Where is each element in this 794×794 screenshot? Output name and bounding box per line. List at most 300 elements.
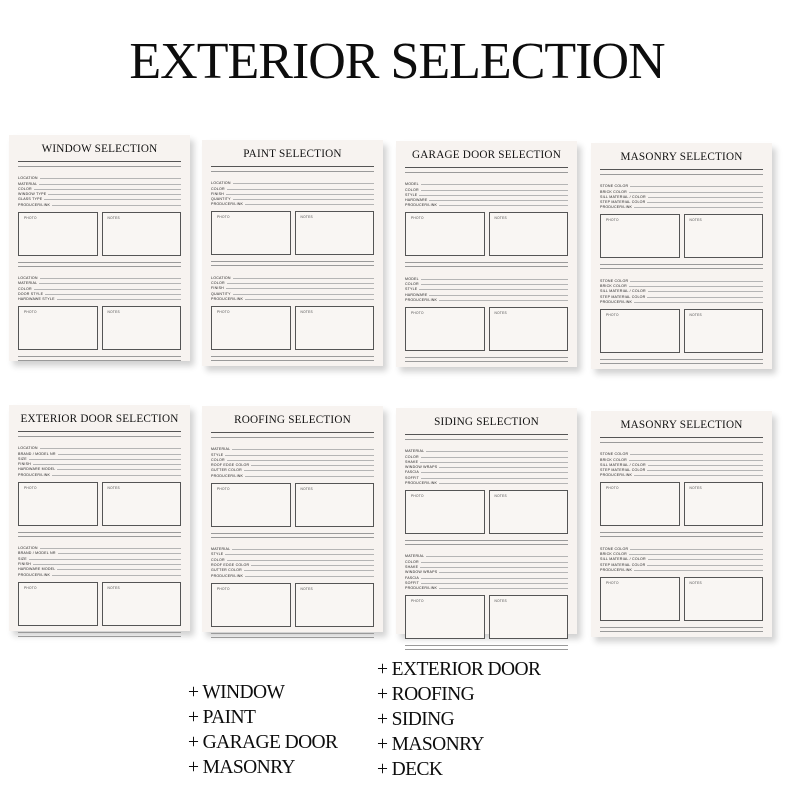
field-label: PRODUCER/LINK [211,573,244,578]
notes-box[interactable] [102,582,182,626]
form-field[interactable] [600,299,763,304]
field-label: STEP MATERIAL COLOR [600,468,646,473]
field-section [211,180,374,206]
field-line [630,549,763,550]
photo-box[interactable] [211,483,291,527]
list-item: + GARAGE DOOR [188,732,338,753]
field-line [34,189,181,190]
field-label: FINISH [211,286,224,291]
field-section [211,446,374,478]
field-label: MATERIAL [211,547,231,552]
field-line [420,567,568,568]
field-label: COLOR [18,186,32,191]
masonry-selection-sheet [591,143,772,369]
photo-box[interactable] [18,582,98,626]
photo-notes-boxes [600,309,763,353]
photo-notes-boxes [211,211,374,255]
field-label: QUANTITY [211,197,231,202]
field-line [634,302,763,303]
field-section [405,448,568,485]
field-line [233,199,374,200]
field-line [630,186,763,187]
field-label: PRODUCER/LINK [405,297,438,302]
field-label: COLOR [405,282,419,287]
field-label: HARDWARE MODEL [18,467,56,472]
field-label: FINISH [211,191,224,196]
bottom-rules [211,356,374,361]
sheet-title: MASONRY SELECTION [620,419,743,431]
notes-label: NOTES [689,580,702,585]
field-label: FASCIA [405,470,419,475]
field-line [58,454,181,455]
field-label: LOCATION [18,176,38,181]
field-line [439,205,568,206]
sheet-title: ROOFING SELECTION [234,414,351,426]
photo-box[interactable] [600,214,680,258]
field-label: LOCATION [18,546,38,551]
section-divider [211,533,374,538]
field-line [419,289,568,290]
sheet-title: SIDING SELECTION [434,416,539,428]
field-label: GUTTER COLOR [211,568,242,573]
field-label: PRODUCER/LINK [18,202,51,207]
title-rules [211,432,374,438]
feature-list-left [188,680,337,780]
field-line [421,562,568,563]
field-line [647,297,763,298]
field-label: COLOR [211,557,225,562]
field-label: BRICK COLOR [600,457,627,462]
field-label: FASCIA [405,575,419,580]
form-field[interactable] [18,471,181,476]
sheet-title: EXTERIOR DOOR SELECTION [20,413,179,425]
photo-box[interactable] [18,306,98,350]
field-line [648,291,763,292]
field-line [227,560,374,561]
bottom-rules [18,632,181,637]
photo-notes-boxes [211,583,374,627]
field-line [29,559,181,560]
field-label: BRICK COLOR [600,189,627,194]
field-label: STYLE [405,287,418,292]
paint-selection-sheet [202,140,383,366]
form-field[interactable] [600,204,763,209]
field-label: SILL MATERIAL / COLOR [600,557,646,562]
field-line [421,279,568,280]
field-line [634,570,763,571]
title-rules [18,161,181,167]
field-line [233,183,374,184]
field-label: LOCATION [211,181,231,186]
section-divider [211,261,374,266]
field-line [439,300,568,301]
photo-notes-boxes [405,212,568,256]
field-label: GUTTER COLOR [211,468,242,473]
photo-label: PHOTO [411,310,424,315]
field-line [58,553,181,554]
form-field[interactable] [211,201,374,206]
field-label: MATERIAL [405,449,425,454]
field-line [439,588,568,589]
window-selection-sheet [9,135,190,361]
title-rules [405,434,568,440]
field-line [245,476,374,477]
field-line [429,200,568,201]
photo-box[interactable] [405,595,485,639]
form-field[interactable] [18,201,181,206]
notes-box[interactable] [489,212,569,256]
photo-notes-boxes [211,483,374,527]
photo-box[interactable] [600,482,680,526]
page-title: EXTERIOR SELECTION [129,33,665,90]
photo-box[interactable] [405,307,485,351]
field-line [420,462,568,463]
field-line [39,184,181,185]
field-section [18,545,181,577]
field-line [421,583,568,584]
section-divider [600,264,763,269]
photo-label: PHOTO [24,485,37,490]
field-label: FINISH [18,462,31,467]
field-label: STONE COLOR [600,184,629,189]
field-label: BRICK COLOR [600,284,627,289]
field-label: PRODUCER/LINK [405,203,438,208]
field-line [421,457,568,458]
field-label: STONE COLOR [600,452,629,457]
field-label: SILL MATERIAL / COLOR [600,462,646,467]
field-label: STYLE [405,192,418,197]
notes-label: NOTES [107,585,120,590]
field-label: SOFFIT [405,475,419,480]
field-line [57,299,181,300]
field-line [39,283,181,284]
field-label: PRODUCER/LINK [211,473,244,478]
field-label: BRAND / MODEL NR [18,451,56,456]
field-label: LOCATION [18,446,38,451]
photo-label: PHOTO [217,586,230,591]
photo-box[interactable] [211,583,291,627]
field-line [40,448,181,449]
field-label: COLOR [211,457,225,462]
field-line [629,192,763,193]
form-field[interactable] [211,296,374,301]
field-line [421,578,568,579]
field-label: WINDOW WRAPS [405,570,438,575]
bottom-rules [211,633,374,638]
notes-label: NOTES [300,586,313,591]
notes-box[interactable] [295,483,375,527]
notes-label: NOTES [107,215,120,220]
field-label: MATERIAL [211,447,231,452]
notes-label: NOTES [300,215,313,220]
title-rules [405,167,568,173]
field-label: STEP MATERIAL COLOR [600,200,646,205]
field-label: PRODUCER/LINK [18,572,51,577]
photo-box[interactable] [600,577,680,621]
photo-notes-boxes [18,482,181,526]
section-divider [600,532,763,537]
photo-box[interactable] [18,482,98,526]
notes-box[interactable] [489,595,569,639]
photo-notes-boxes [600,214,763,258]
field-line [648,197,763,198]
field-line [429,295,568,296]
field-line [647,565,763,566]
field-line [245,299,374,300]
form-field[interactable] [405,585,568,590]
field-label: PRODUCER/LINK [600,299,633,304]
field-line [634,207,763,208]
notes-label: NOTES [494,494,507,499]
field-label: SILL MATERIAL / COLOR [600,289,646,294]
field-line [34,289,181,290]
notes-label: NOTES [107,310,120,315]
photo-notes-boxes [18,212,181,256]
field-label: PRODUCER/LINK [600,473,633,478]
field-line [227,460,374,461]
field-line [439,467,568,468]
notes-label: NOTES [300,486,313,491]
form-field[interactable] [18,296,181,301]
notes-box[interactable] [295,583,375,627]
photo-label: PHOTO [411,494,424,499]
field-label: HARDWARE [405,198,428,203]
field-line [245,204,374,205]
field-label: WINDOW WRAPS [405,465,438,470]
field-line [40,178,181,179]
form-field[interactable] [211,472,374,477]
form-field[interactable] [405,480,568,485]
siding-selection-sheet [396,408,577,634]
notes-label: NOTES [689,486,702,491]
photo-notes-boxes [405,490,568,534]
notes-box[interactable] [102,212,182,256]
field-line [426,451,568,452]
field-section [600,451,763,477]
field-line [630,454,763,455]
field-line [57,469,181,470]
field-line [33,564,181,565]
field-line [421,472,568,473]
field-line [45,294,181,295]
notes-box[interactable] [489,307,569,351]
field-label: GLASS TYPE [18,197,43,202]
field-line [426,556,568,557]
field-section [18,175,181,207]
section-divider [18,262,181,267]
field-label: WINDOW TYPE [18,192,47,197]
list-item: + WINDOW [188,682,285,703]
field-line [421,190,568,191]
field-label: SIZE [18,456,27,461]
field-label: FINISH [18,561,31,566]
field-line [634,475,763,476]
field-label: QUANTITY [211,291,231,296]
photo-box[interactable] [600,309,680,353]
field-label: SIZE [18,556,27,561]
field-label: PRODUCER/LINK [211,202,244,207]
field-label: COLOR [211,186,225,191]
section-divider [405,540,568,545]
photo-label: PHOTO [411,599,424,604]
field-label: PRODUCER/LINK [405,586,438,591]
field-line [225,554,374,555]
form-field[interactable] [211,572,374,577]
field-line [40,548,181,549]
field-label: LOCATION [18,276,38,281]
photo-notes-boxes [211,306,374,350]
photo-box[interactable] [211,306,291,350]
list-item: + SIDING [377,709,455,730]
field-line [44,199,181,200]
field-label: STONE COLOR [600,546,629,551]
bottom-rules [600,359,763,364]
sheet-title: GARAGE DOOR SELECTION [411,149,561,161]
sheet-title: WINDOW SELECTION [41,143,158,155]
notes-label: NOTES [689,218,702,223]
field-label: PRODUCER/LINK [18,472,51,477]
title-rules [211,166,374,172]
title-rules [600,437,763,443]
field-line [232,449,374,450]
photo-label: PHOTO [24,585,37,590]
notes-label: NOTES [494,216,507,221]
field-label: ROOF EDGE COLOR [211,562,250,567]
photo-notes-boxes [405,307,568,351]
photo-box[interactable] [405,490,485,534]
field-label: PRODUCER/LINK [211,296,244,301]
field-label: COLOR [405,454,419,459]
masonry-selection-sheet-2 [591,411,772,637]
field-section [18,445,181,477]
form-field[interactable] [18,571,181,576]
photo-box[interactable] [211,211,291,255]
photo-label: PHOTO [606,218,619,223]
field-line [29,459,181,460]
field-label: SHAKE [405,564,419,569]
notes-box[interactable] [684,577,764,621]
field-section [600,545,763,571]
field-section [405,181,568,207]
field-line [244,570,374,571]
field-label: LOCATION [211,275,231,280]
field-line [57,569,181,570]
roofing-selection-sheet [202,406,383,632]
notes-box[interactable] [102,482,182,526]
photo-label: PHOTO [411,216,424,221]
photo-label: PHOTO [217,309,230,314]
field-label: PRODUCER/LINK [600,567,633,572]
form-field[interactable] [600,472,763,477]
field-line [226,194,374,195]
field-label: SHAKE [405,459,419,464]
photo-notes-boxes [600,482,763,526]
field-line [419,195,568,196]
photo-label: PHOTO [217,215,230,220]
notes-box[interactable] [489,490,569,534]
field-line [630,281,763,282]
field-line [33,464,181,465]
notes-box[interactable] [684,214,764,258]
notes-box[interactable] [295,211,375,255]
field-section [405,275,568,301]
notes-box[interactable] [684,482,764,526]
photo-notes-boxes [18,306,181,350]
photo-label: PHOTO [217,486,230,491]
field-section [600,183,763,209]
field-line [421,284,568,285]
field-line [251,465,374,466]
photo-box[interactable] [405,212,485,256]
title-rules [18,431,181,437]
field-label: STEP MATERIAL COLOR [600,294,646,299]
photo-notes-boxes [405,595,568,639]
notes-box[interactable] [102,306,182,350]
form-field[interactable] [600,567,763,572]
photo-label: PHOTO [606,312,619,317]
list-item: + EXTERIOR DOOR [377,659,541,680]
sheet-title: PAINT SELECTION [243,148,342,160]
field-line [251,565,374,566]
notes-label: NOTES [494,599,507,604]
garage-door-selection-sheet [396,141,577,367]
field-label: STYLE [211,452,224,457]
field-line [227,283,374,284]
field-line [40,278,181,279]
field-label: COLOR [18,286,32,291]
field-label: STONE COLOR [600,278,629,283]
form-field[interactable] [405,202,568,207]
field-line [421,478,568,479]
field-line [227,189,374,190]
notes-label: NOTES [300,309,313,314]
list-item: + ROOFING [377,684,475,705]
notes-label: NOTES [689,312,702,317]
photo-box[interactable] [18,212,98,256]
notes-box[interactable] [295,306,375,350]
field-label: BRICK COLOR [600,552,627,557]
photo-notes-boxes [600,577,763,621]
field-line [48,194,181,195]
field-line [648,559,763,560]
field-section [211,274,374,300]
field-label: MODEL [405,182,419,187]
field-label: MODEL [405,276,419,281]
field-label: DOOR STYLE [18,291,44,296]
section-divider [18,532,181,537]
field-label: STYLE [211,552,224,557]
field-line [647,202,763,203]
field-line [629,286,763,287]
form-field[interactable] [405,297,568,302]
field-line [439,572,568,573]
notes-label: NOTES [494,310,507,315]
field-label: MATERIAL [18,281,38,286]
field-label: COLOR [405,559,419,564]
photo-label: PHOTO [606,580,619,585]
notes-box[interactable] [684,309,764,353]
field-label: HARDWARE [405,292,428,297]
exterior-door-selection-sheet [9,405,190,631]
field-line [52,475,181,476]
field-line [233,278,374,279]
field-label: STEP MATERIAL COLOR [600,562,646,567]
field-line [421,184,568,185]
field-label: PRODUCER/LINK [600,205,633,210]
field-line [52,205,181,206]
list-item: + DECK [377,759,443,780]
field-label: SOFFIT [405,580,419,585]
